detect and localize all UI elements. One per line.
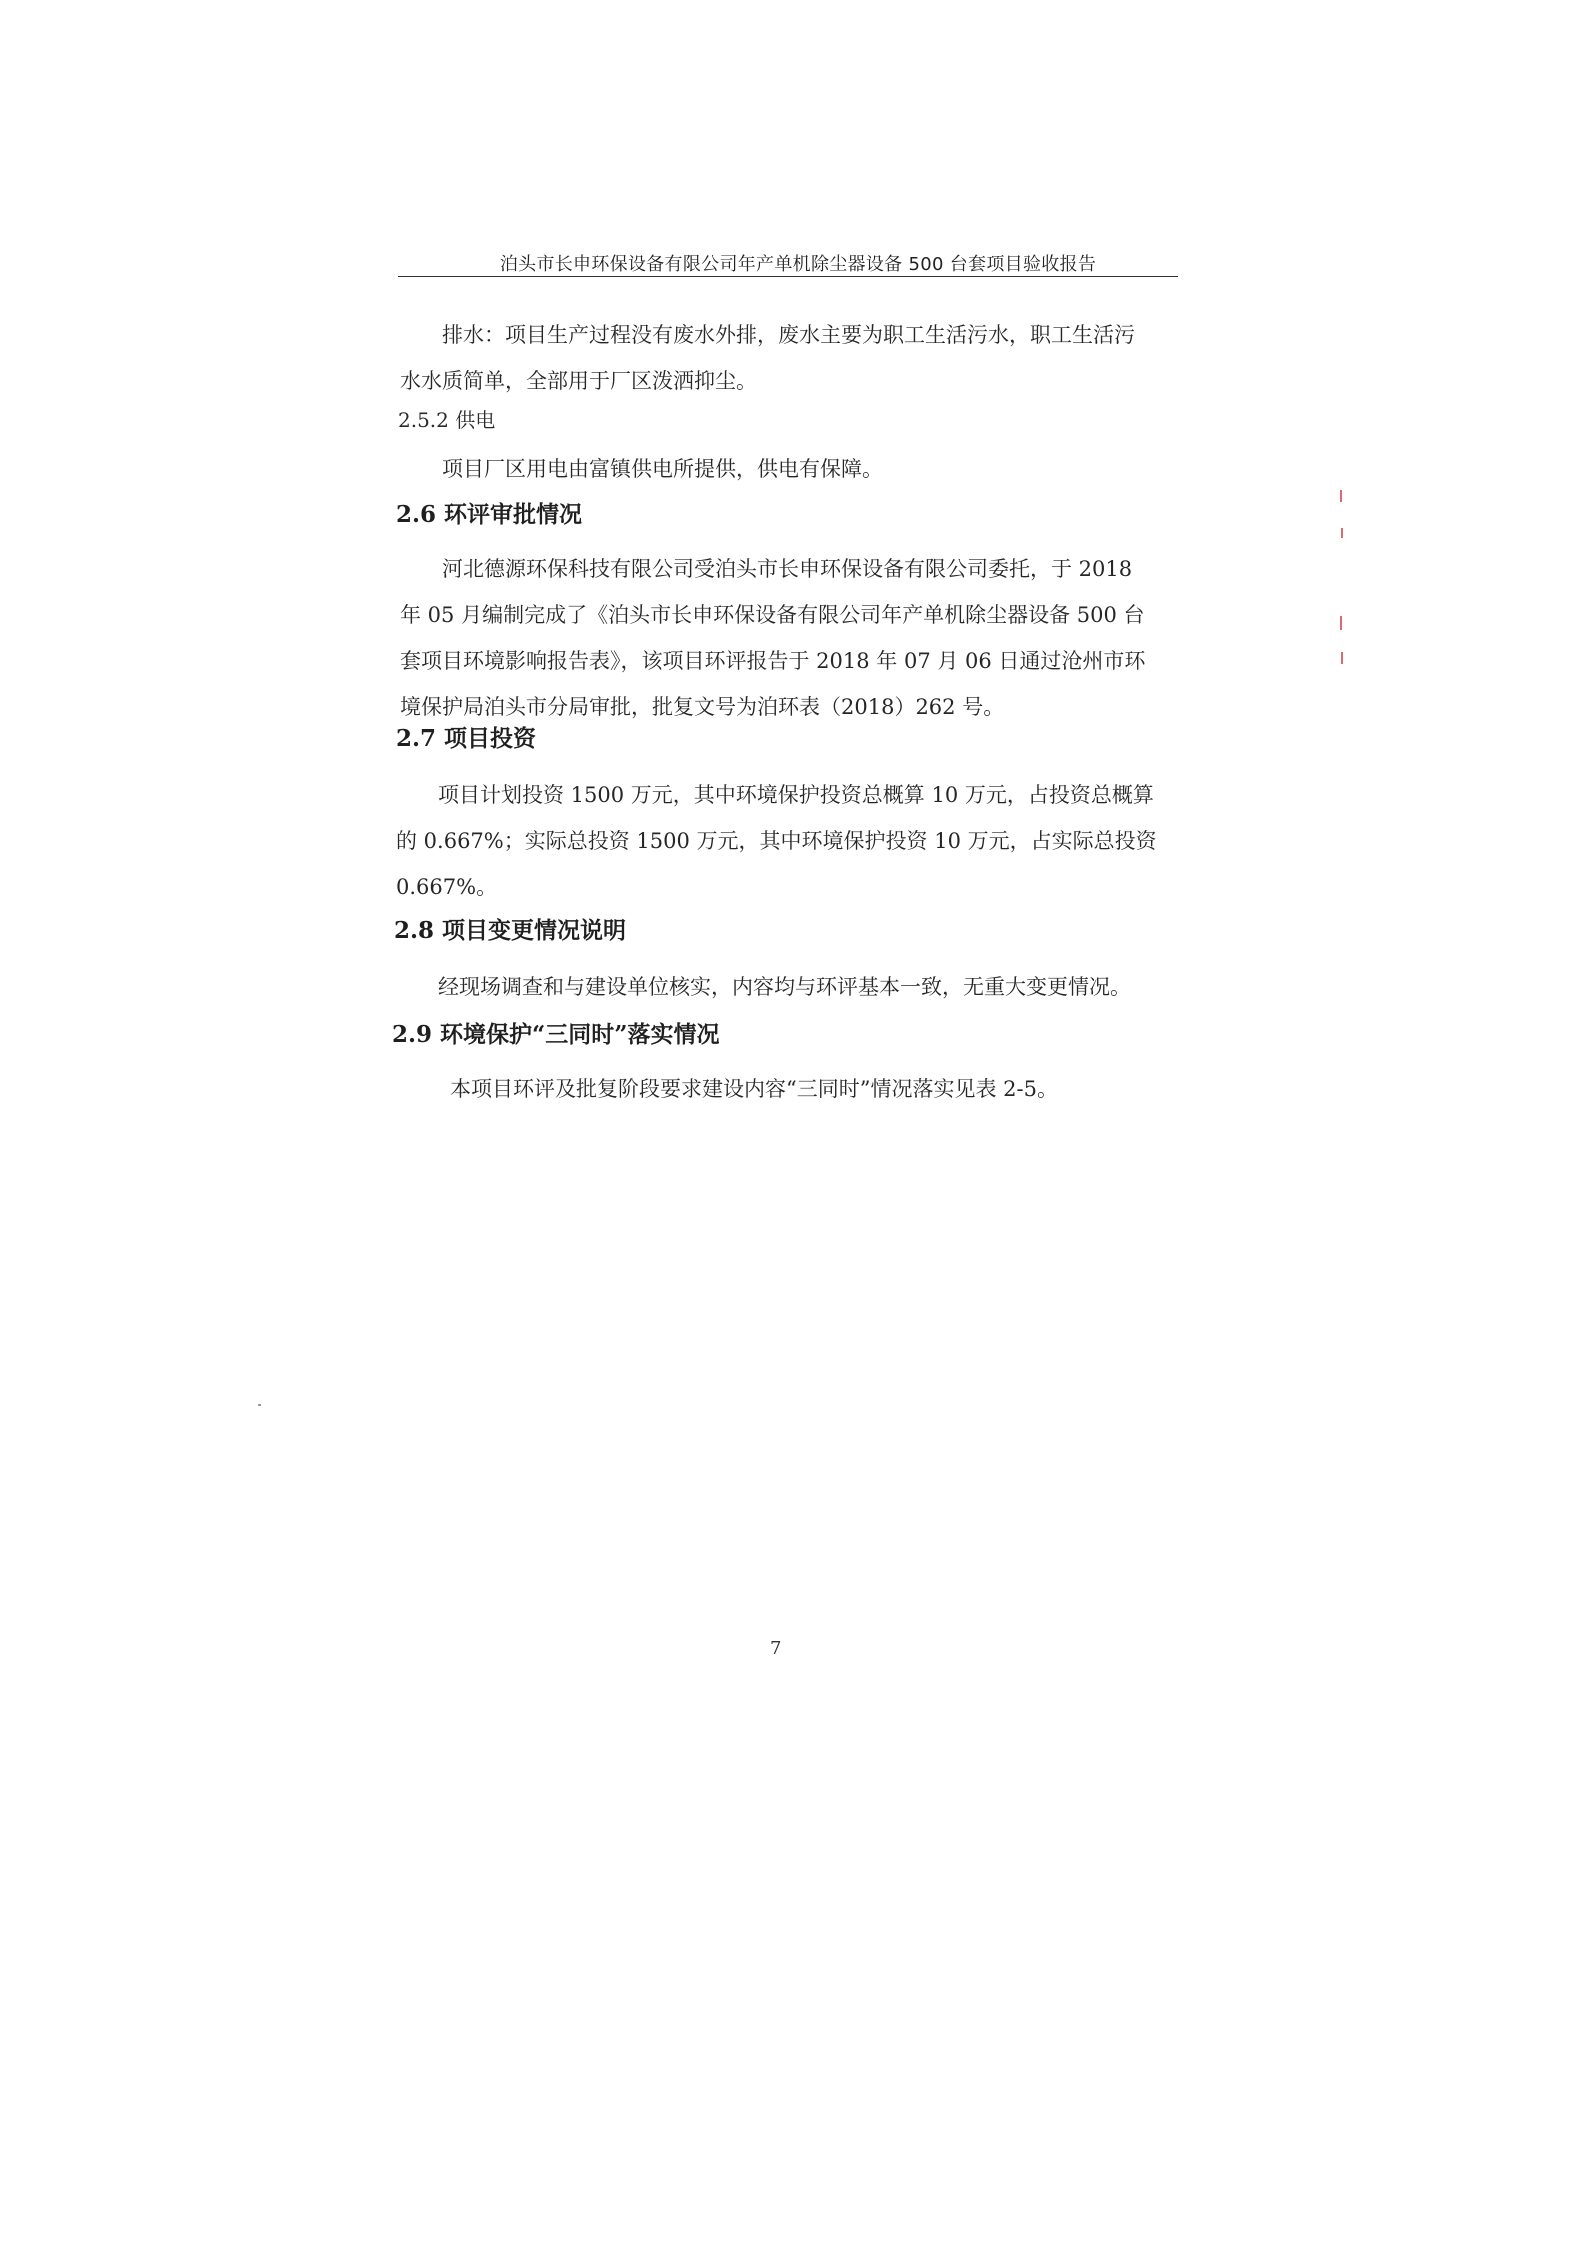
section-2-9-paragraph: 本项目环评及批复阶段要求建设内容“三同时”情况落实见表 2-5。 [450, 1077, 1058, 1101]
report-header-title: 泊头市长申环保设备有限公司年产单机除尘器设备 500 台套项目验收报告 [499, 254, 1097, 275]
section-2-8-paragraph: 经现场调查和与建设单位核实，内容均与环评基本一致，无重大变更情况。 [438, 975, 1131, 999]
section-2-6-paragraph [400, 546, 1200, 730]
drainage-paragraph [400, 312, 1200, 404]
section-2-7-line-3: 0.667%。 [396, 875, 498, 899]
section-2-9-heading: 2.9 环境保护“三同时”落实情况 [392, 1021, 720, 1048]
drainage-line-1: 排水：项目生产过程没有废水外排，废水主要为职工生活污水，职工生活污 [442, 323, 1135, 347]
section-2-6-line-3: 套项目环境影响报告表》，该项目环评报告于 2018 年 07 月 06 日通过沧州市环 [400, 649, 1146, 673]
section-2-6-line-4: 境保护局泊头市分局审批，批复文号为泊环表（2018）262 号。 [400, 695, 1005, 719]
page-number: 7 [770, 1638, 782, 1659]
power-paragraph: 项目厂区用电由富镇供电所提供，供电有保障。 [442, 457, 883, 481]
section-2-7-line-1: 项目计划投资 1500 万元，其中环境保护投资总概算 10 万元，占投资总概算 [438, 783, 1154, 807]
header-divider [398, 276, 1178, 277]
scan-artifact-mark [1340, 490, 1342, 502]
scan-artifact-mark [1341, 652, 1343, 664]
section-2-6-line-1: 河北德源环保科技有限公司受泊头市长申环保设备有限公司委托，于 2018 [442, 557, 1133, 581]
power-subheading: 2.5.2 供电 [398, 408, 496, 432]
section-2-6-line-2: 年 05 月编制完成了《泊头市长申环保设备有限公司年产单机除尘器设备 500 台 [400, 603, 1145, 627]
section-2-7-line-2: 的 0.667%；实际总投资 1500 万元，其中环境保护投资 10 万元，占实际总投资 [396, 829, 1157, 853]
scan-artifact-mark [1340, 616, 1342, 630]
drainage-line-2: 水水质简单，全部用于厂区泼洒抑尘。 [400, 369, 757, 393]
section-2-8-heading: 2.8 项目变更情况说明 [394, 917, 627, 944]
section-2-6-heading: 2.6 环评审批情况 [396, 501, 583, 528]
scan-artifact-mark [1341, 528, 1343, 538]
scan-artifact-dot [258, 1404, 261, 1406]
section-2-7-heading: 2.7 项目投资 [396, 725, 537, 752]
section-2-7-paragraph [396, 772, 1196, 910]
